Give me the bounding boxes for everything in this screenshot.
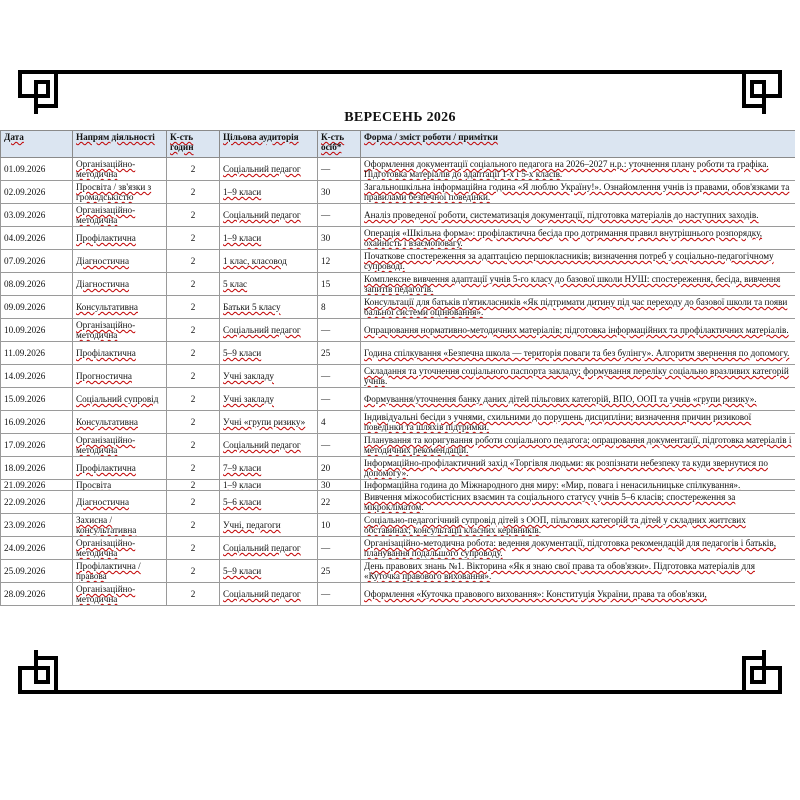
row-form-text: Оформлення «Куточка правового виховання»: Конституція України, права та обов'язки,	[364, 589, 707, 599]
row-form	[361, 365, 796, 388]
row-date-text: 16.09.2026	[4, 417, 46, 427]
row-form-text: Інформаційно-профілактичний захід «Торгівля людьми: як розпізнати небезпеку та куди звернутися по допомогу».	[364, 458, 768, 478]
row-hours	[167, 365, 220, 388]
table-row	[1, 365, 796, 388]
row-form-text: Організаційно-методична робота: ведення документації, підготовка рекомендацій для педагогів і батьків, планування подальшого супроводу.	[364, 538, 776, 558]
column-header-people: К-сть осіб*	[318, 131, 361, 158]
row-direction	[73, 273, 167, 296]
row-direction	[73, 227, 167, 250]
row-hours-text: 2	[190, 187, 196, 197]
row-direction-text: Профілактична	[76, 348, 136, 358]
row-hours-text: 2	[190, 210, 196, 220]
row-hours-text: 2	[190, 164, 196, 174]
row-audience-text: 1–9 класи	[223, 480, 262, 490]
page-title: ВЕРЕСЕНЬ 2026	[344, 110, 456, 125]
row-audience	[220, 537, 318, 560]
row-date-text: 15.09.2026	[4, 394, 46, 404]
table-row	[1, 583, 796, 606]
row-people	[318, 388, 361, 411]
row-date	[1, 365, 73, 388]
row-people	[318, 411, 361, 434]
column-header-date: Дата	[1, 131, 73, 158]
row-people-text: —	[321, 589, 331, 599]
row-hours-text: 2	[190, 520, 196, 530]
row-audience	[220, 434, 318, 457]
row-audience-text: Соціальний педагог	[223, 589, 301, 599]
row-date-text: 04.09.2026	[4, 233, 46, 243]
row-people	[318, 583, 361, 606]
row-direction-text: Діагностична	[76, 256, 130, 266]
table-row	[1, 457, 796, 480]
row-people	[318, 365, 361, 388]
row-form-text: Складання та уточнення соціального паспорта закладу; формування переліку соціально вразливих категорій учнів.	[364, 366, 789, 386]
row-direction	[73, 583, 167, 606]
row-audience-text: Соціальний педагог	[223, 543, 301, 553]
row-direction	[73, 158, 167, 181]
row-audience-text: Учні закладу	[223, 371, 274, 381]
row-date	[1, 537, 73, 560]
table-row	[1, 537, 796, 560]
row-form-text: Планування та коригування роботи соціального педагога; опрацювання документації, підготовка матеріалів і методичних рекомендацій.	[364, 435, 792, 455]
row-form-text: Індивідуальні бесіди з учнями, схильними до порушень дисципліни; визначення причин ризикової поведінки та шляхів підтримки.	[364, 412, 752, 432]
table-row	[1, 319, 796, 342]
row-people	[318, 181, 361, 204]
row-audience	[220, 480, 318, 491]
row-people-text: —	[321, 210, 331, 220]
row-hours	[167, 250, 220, 273]
row-hours	[167, 296, 220, 319]
row-form-text: Інформаційна година до Міжнародного дня миру: «Мир, повага і ненасильницьке спілкування».	[364, 480, 741, 490]
row-people	[318, 560, 361, 583]
row-people-text: —	[321, 543, 331, 553]
row-audience-text: Соціальний педагог	[223, 440, 301, 450]
row-date	[1, 181, 73, 204]
row-audience-text: 1–9 класи	[223, 187, 262, 197]
row-hours	[167, 457, 220, 480]
row-date	[1, 342, 73, 365]
row-hours-text: 2	[190, 566, 196, 576]
row-people-text: —	[321, 371, 331, 381]
row-date	[1, 411, 73, 434]
row-date-text: 03.09.2026	[4, 210, 46, 220]
table-row	[1, 434, 796, 457]
row-date-text: 28.09.2026	[4, 589, 46, 599]
row-direction-text: Організаційно-методична	[76, 435, 136, 455]
row-audience	[220, 204, 318, 227]
row-audience	[220, 365, 318, 388]
table-header-row	[1, 131, 796, 158]
row-hours-text: 2	[190, 440, 196, 450]
row-direction	[73, 342, 167, 365]
row-hours-text: 2	[190, 233, 196, 243]
row-form	[361, 181, 796, 204]
row-hours	[167, 411, 220, 434]
row-hours-text: 2	[190, 371, 196, 381]
row-date-text: 18.09.2026	[4, 463, 46, 473]
row-audience	[220, 583, 318, 606]
row-people-text: 25	[321, 566, 331, 576]
row-date-text: 17.09.2026	[4, 440, 46, 450]
row-people	[318, 296, 361, 319]
row-date	[1, 273, 73, 296]
row-date-text: 11.09.2026	[4, 348, 46, 358]
row-date-text: 10.09.2026	[4, 325, 46, 335]
row-hours	[167, 560, 220, 583]
row-date	[1, 491, 73, 514]
row-direction-text: Консультативна	[76, 302, 138, 312]
row-direction	[73, 491, 167, 514]
row-date	[1, 514, 73, 537]
row-people-text: —	[321, 394, 331, 404]
row-people-text: 4	[321, 417, 326, 427]
row-direction-text: Соціальний супровід	[76, 394, 159, 404]
row-hours	[167, 158, 220, 181]
row-hours	[167, 204, 220, 227]
row-form-text: Соціально-педагогічний супровід дітей з ООП, пільгових категорій та дітей у складних життєвих обставинах; консультації класних керівників.	[364, 515, 746, 535]
row-audience-text: 5–6 класи	[223, 497, 262, 507]
row-date	[1, 319, 73, 342]
row-date	[1, 583, 73, 606]
row-audience	[220, 411, 318, 434]
table-row	[1, 342, 796, 365]
row-date	[1, 250, 73, 273]
row-audience	[220, 560, 318, 583]
row-form	[361, 388, 796, 411]
row-people-text: 25	[321, 348, 331, 358]
row-hours-text: 2	[190, 497, 196, 507]
column-header-form: Форма / зміст роботи / примітки	[361, 131, 796, 158]
row-direction	[73, 434, 167, 457]
row-date-text: 02.09.2026	[4, 187, 46, 197]
row-form-text: Формування/уточнення банку даних дітей пільгових категорій, ВПО, ООП та учнів «групи ризику».	[364, 394, 757, 404]
row-people-text: 22	[321, 497, 331, 507]
row-direction	[73, 537, 167, 560]
row-audience-text: Соціальний педагог	[223, 164, 301, 174]
row-people	[318, 537, 361, 560]
row-hours	[167, 342, 220, 365]
row-direction-text: Просвіта	[76, 480, 112, 490]
row-direction-text: Організаційно-методична	[76, 205, 136, 225]
row-audience	[220, 514, 318, 537]
row-direction-text: Організаційно-методична	[76, 584, 136, 604]
row-people-text: 8	[321, 302, 326, 312]
row-date	[1, 480, 73, 491]
row-form	[361, 204, 796, 227]
row-people	[318, 158, 361, 181]
row-form	[361, 296, 796, 319]
row-audience	[220, 181, 318, 204]
table-row	[1, 411, 796, 434]
row-direction-text: Захисна / консультативна	[76, 515, 137, 535]
row-people-text: 30	[321, 233, 331, 243]
row-direction-text: Профілактична / правова	[76, 561, 141, 581]
row-form-text: Опрацювання нормативно-методичних матеріалів; підготовка інформаційних та профілактичних матеріалів.	[364, 325, 789, 335]
row-audience-text: Учні, педагоги	[223, 520, 281, 530]
row-direction	[73, 296, 167, 319]
row-audience	[220, 273, 318, 296]
row-people	[318, 491, 361, 514]
row-direction-text: Профілактична	[76, 233, 136, 243]
row-audience-text: Батьки 5 класу	[223, 302, 281, 312]
column-header-audience: Цільова аудиторія	[220, 131, 318, 158]
row-date	[1, 204, 73, 227]
row-date-text: 14.09.2026	[4, 371, 46, 381]
row-people	[318, 227, 361, 250]
table-row	[1, 491, 796, 514]
table-row	[1, 480, 796, 491]
row-form	[361, 434, 796, 457]
row-people-text: 30	[321, 480, 331, 490]
row-form-text: Початкове спостереження за адаптацією першокласників; визначення потреб у соціально-педагогічному супроводі.	[364, 251, 774, 271]
row-direction	[73, 457, 167, 480]
row-audience-text: 1 клас, класовод	[223, 256, 287, 266]
table-row	[1, 388, 796, 411]
schedule-table	[0, 130, 795, 606]
row-audience	[220, 296, 318, 319]
row-form	[361, 158, 796, 181]
row-direction	[73, 365, 167, 388]
row-form	[361, 227, 796, 250]
row-date-text: 01.09.2026	[4, 164, 46, 174]
row-hours	[167, 273, 220, 296]
row-people	[318, 514, 361, 537]
row-direction-text: Організаційно-методична	[76, 159, 136, 179]
row-form	[361, 537, 796, 560]
row-form-text: День правових знань №1. Вікторина «Як я знаю свої права та обов'язки». Підготовка матеріалів для «Куточка правового виховання».	[364, 561, 755, 581]
row-form	[361, 273, 796, 296]
row-people-text: 15	[321, 279, 331, 289]
row-form	[361, 514, 796, 537]
row-people-text: —	[321, 164, 331, 174]
row-date-text: 08.09.2026	[4, 279, 46, 289]
row-people-text: —	[321, 440, 331, 450]
row-form	[361, 319, 796, 342]
row-audience	[220, 250, 318, 273]
row-hours-text: 2	[190, 348, 196, 358]
table-row	[1, 227, 796, 250]
row-hours-text: 2	[190, 543, 196, 553]
row-hours	[167, 227, 220, 250]
row-form-text: Операція «Шкільна форма»: профілактична бесіда про дотримання правил внутрішнього розпорядку, охайність і взаємоповагу.	[364, 228, 763, 248]
row-audience	[220, 227, 318, 250]
row-people-text: 12	[321, 256, 331, 266]
decorative-frame-bottom	[0, 628, 800, 708]
row-form	[361, 457, 796, 480]
row-hours	[167, 388, 220, 411]
row-date	[1, 296, 73, 319]
row-direction	[73, 514, 167, 537]
row-people	[318, 342, 361, 365]
row-form-text: Аналіз проведеної роботи, систематизація документації, підготовка матеріалів до наступних заходів.	[364, 210, 759, 220]
row-date	[1, 560, 73, 583]
row-date-text: 22.09.2026	[4, 497, 46, 507]
row-date	[1, 434, 73, 457]
row-form	[361, 342, 796, 365]
row-form	[361, 583, 796, 606]
row-direction	[73, 388, 167, 411]
row-hours	[167, 491, 220, 514]
row-hours	[167, 181, 220, 204]
row-people	[318, 434, 361, 457]
row-audience	[220, 342, 318, 365]
row-people	[318, 457, 361, 480]
row-audience	[220, 388, 318, 411]
row-audience	[220, 491, 318, 514]
row-direction	[73, 480, 167, 491]
row-hours	[167, 583, 220, 606]
row-direction	[73, 250, 167, 273]
row-direction-text: Організаційно-методична	[76, 538, 136, 558]
row-people-text: 10	[321, 520, 331, 530]
row-audience	[220, 158, 318, 181]
row-direction	[73, 411, 167, 434]
row-hours	[167, 434, 220, 457]
row-date	[1, 158, 73, 181]
row-audience-text: Соціальний педагог	[223, 210, 301, 220]
row-direction-text: Організаційно-методична	[76, 320, 136, 340]
row-hours-text: 2	[190, 325, 196, 335]
row-hours	[167, 319, 220, 342]
row-form-text: Година спілкування «Безпечна школа — територія поваги та без булінгу». Алгоритм звернення по допомогу.	[364, 348, 790, 358]
row-hours-text: 2	[190, 463, 196, 473]
row-audience-text: 7–9 класи	[223, 463, 262, 473]
row-hours-text: 2	[190, 256, 196, 266]
row-audience	[220, 457, 318, 480]
row-direction-text: Просвіта / зв'язки з громадськістю	[76, 182, 152, 202]
table-row	[1, 296, 796, 319]
row-hours	[167, 480, 220, 491]
row-hours	[167, 537, 220, 560]
row-form-text: Вивчення міжособистісних взаємин та соціального статусу учнів 5–6 класів; спостереження за мікрокліматом.	[364, 492, 736, 512]
row-audience-text: 5–9 класи	[223, 348, 262, 358]
row-hours-text: 2	[190, 279, 196, 289]
row-date-text: 23.09.2026	[4, 520, 46, 530]
row-people	[318, 480, 361, 491]
table-row	[1, 158, 796, 181]
row-audience-text: Учні «групи ризику»	[223, 417, 306, 427]
row-date-text: 09.09.2026	[4, 302, 46, 312]
row-audience	[220, 319, 318, 342]
table-row	[1, 560, 796, 583]
schedule-table-container	[0, 130, 795, 614]
row-audience-text: Соціальний педагог	[223, 325, 301, 335]
row-audience-text: 5–9 класи	[223, 566, 262, 576]
row-form	[361, 560, 796, 583]
row-form-text: Консультації для батьків п'ятикласників «Як підтримати дитину під час переходу до базової школи та появи бальної системи оцінювання».	[364, 297, 788, 317]
row-form-text: Загальношкільна інформаційна година «Я люблю Україну!». Ознайомлення учнів із правами, обов'язками та правилами безпечної поведінки.	[364, 182, 790, 202]
row-people	[318, 273, 361, 296]
table-row	[1, 273, 796, 296]
row-form	[361, 411, 796, 434]
row-audience-text: 1–9 класи	[223, 233, 262, 243]
row-audience-text: 5 клас	[223, 279, 248, 289]
row-people	[318, 204, 361, 227]
row-form	[361, 250, 796, 273]
row-direction-text: Профілактична	[76, 463, 136, 473]
row-date-text: 24.09.2026	[4, 543, 46, 553]
row-hours-text: 2	[190, 589, 196, 599]
row-hours-text: 2	[190, 394, 196, 404]
row-direction	[73, 204, 167, 227]
table-row	[1, 514, 796, 537]
row-form-text: Оформлення документації соціального педагога на 2026–2027 н.р.: уточнення плану роботи та графіка. Підготовка матеріалів до адаптації 1-х і 5-х класів.	[364, 159, 769, 179]
row-form	[361, 491, 796, 514]
row-direction-text: Діагностична	[76, 279, 130, 289]
row-people-text: 30	[321, 187, 331, 197]
row-date	[1, 457, 73, 480]
row-date-text: 07.09.2026	[4, 256, 46, 266]
row-hours	[167, 514, 220, 537]
row-direction-text: Консультативна	[76, 417, 138, 427]
row-date-text: 21.09.2026	[4, 480, 46, 490]
row-people	[318, 319, 361, 342]
row-people	[318, 250, 361, 273]
row-date	[1, 227, 73, 250]
table-row	[1, 250, 796, 273]
row-form-text: Комплексне вивчення адаптації учнів 5-го класу до базової школи НУШ: спостереження, бесіда, вивчення запитів педагогів.	[364, 274, 781, 294]
row-direction	[73, 181, 167, 204]
column-header-hours: К-сть годин	[167, 131, 220, 158]
row-hours-text: 2	[190, 480, 196, 490]
row-hours-text: 2	[190, 417, 196, 427]
column-header-direction: Напрям діяльності	[73, 131, 167, 158]
row-date-text: 25.09.2026	[4, 566, 46, 576]
row-direction-text: Діагностична	[76, 497, 130, 507]
table-row	[1, 181, 796, 204]
row-hours-text: 2	[190, 302, 196, 312]
row-date	[1, 388, 73, 411]
row-people-text: 20	[321, 463, 331, 473]
table-row	[1, 204, 796, 227]
row-direction-text: Прогностична	[76, 371, 132, 381]
row-direction	[73, 560, 167, 583]
row-direction	[73, 319, 167, 342]
row-people-text: —	[321, 325, 331, 335]
row-audience-text: Учні закладу	[223, 394, 274, 404]
row-form	[361, 480, 796, 491]
